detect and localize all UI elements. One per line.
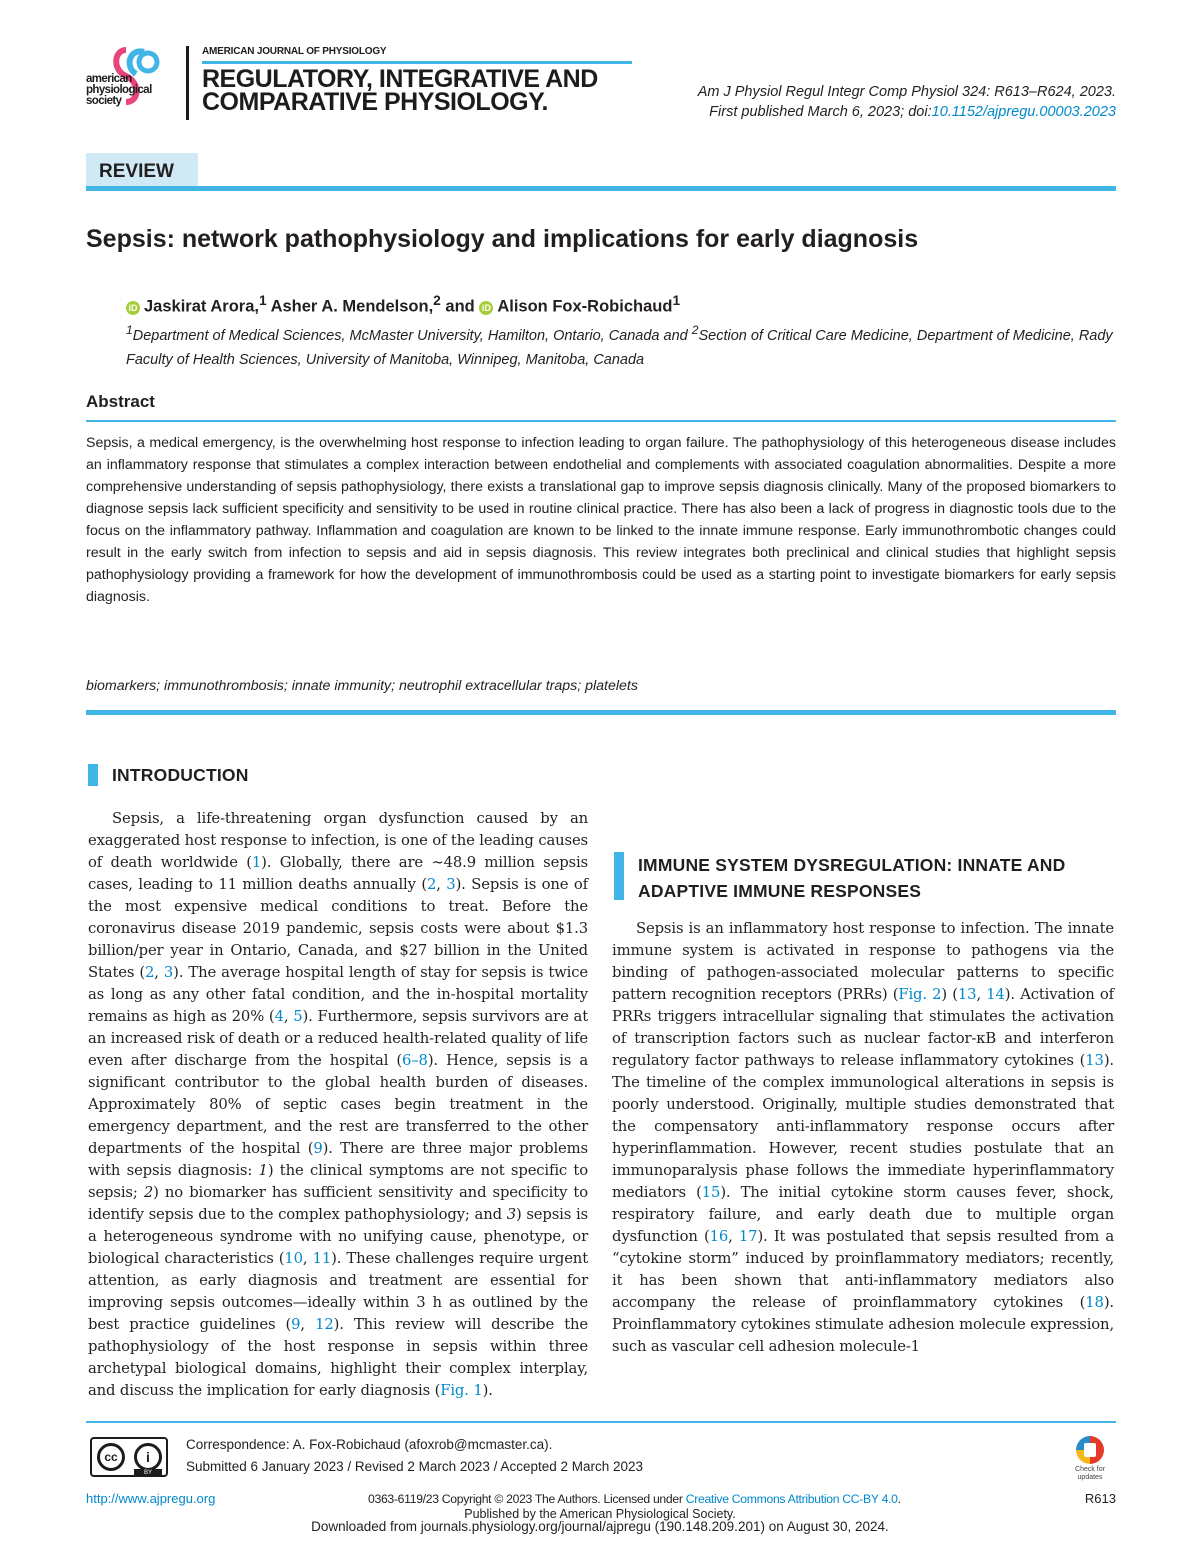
reference-link[interactable]: 3 — [446, 876, 456, 893]
page-number: R613 — [1084, 1491, 1116, 1506]
citation — [698, 82, 1116, 122]
author-list — [126, 290, 680, 318]
author-name: Asher A. Mendelson, — [266, 297, 434, 316]
affiliations — [126, 318, 1116, 372]
immune-body — [612, 918, 1114, 1358]
journal-name: REGULATORY, INTEGRATIVE AND COMPARATIVE PHYSIOLOGY. — [202, 65, 598, 116]
section-marker — [88, 764, 98, 786]
author-name: Alison Fox-Robichaud — [497, 297, 673, 316]
affiliation-text: Section of Critical Care Medicine, Department of Medicine, Rady Faculty of Health Sciences, University of Manitoba, Winnipeg, Manitoba, Canada — [126, 327, 1113, 368]
reference-link[interactable]: 11 — [312, 1250, 332, 1267]
abstract-rule — [86, 420, 1116, 422]
journal-kicker: AMERICAN JOURNAL OF PHYSIOLOGY — [202, 46, 387, 57]
publication-line — [698, 102, 1116, 122]
reference-link[interactable]: 3 — [163, 964, 174, 981]
author-name: Jaskirat Arora, — [144, 297, 259, 316]
paragraph: Sepsis, a life-threatening organ dysfunction caused by an exaggerated host response to infection, is one of the leading causes of death worldwide (1). Globally, there are ∼48.9 million sepsis cases, leading to 11 million deaths annually (2, 3). Sepsis is one of the most expensive medical conditions to treat. Before the coronavirus disease 2019 pandemic, sepsis costs were about $1.3 billion/per year in Ontario, Canada, and $27 billion in the United States (2, 3). The average hospital length of stay for sepsis is twice as long as any other fatal condition, and the in-hospital mortality remains as high as 20% (4, 5). Furthermore, sepsis survivors are at an increased risk of death or a reduced health-related quality of life even after discharge from the hospital (6–8). Hence, sepsis is a significant contributor to the global health burden of diseases. Approximately 80% of septic cases begin treatment in the emergency department, and the rest are transferred to the other departments of the hospital (9). There are three major problems with sepsis diagnosis: 1) the clinical symptoms are not specific to sepsis; 2) no biomarker has sufficient sensitivity and specificity to identify sepsis due to the complex pathophysiology; and 3) sepsis is a heterogeneous syndrome with no unifying cause, phenotype, or biological characteristics (10, 11). These challenges require urgent attention, as early diagnosis and treatment are essential for improving sepsis outcomes—ideally within 3 h as outlined by the best practice guidelines (9, 12). This review will describe the pathophysiology of the host response in sepsis within three archetypal biological domains, highlight their complex interplay, and discuss the implication for early diagnosis (Fig. 1). — [88, 810, 589, 1399]
journal-rule — [202, 61, 632, 64]
abstract-end-rule — [86, 710, 1116, 715]
section-marker — [614, 852, 624, 900]
figure-link[interactable]: Fig. 2 — [898, 986, 942, 1003]
reference-link[interactable]: 13 — [1085, 1052, 1104, 1069]
creative-commons-icon: cc — [97, 1443, 125, 1471]
download-watermark: Downloaded from journals.physiology.org/journal/ajpregu (190.148.209.201) on August 30, 2024. — [311, 1519, 889, 1534]
doi-link[interactable]: 10.1152/ajpregu.00003.2023 — [931, 104, 1116, 120]
affiliation-marker: 1 — [126, 323, 133, 337]
article-type-badge: REVIEW — [86, 153, 198, 189]
abstract-heading: Abstract — [86, 392, 155, 411]
citation-line: Am J Physiol Regul Integr Comp Physiol 324: R613–R624, 2023. — [697, 84, 1116, 100]
affiliation-marker: 1 — [258, 293, 267, 308]
journal-url-link[interactable]: http://www.ajpregu.org — [86, 1491, 216, 1506]
affiliation-marker: 2 — [691, 323, 699, 337]
reference-link[interactable]: 2 — [426, 876, 437, 893]
abstract-text: Sepsis, a medical emergency, is the overwhelming host response to infection leading to organ failure. The pathophysiology of this heterogeneous disease includes an inflammatory response that stimulates a complex interaction between endothelial and complements with associated coagulation abnormalities. Despite a more comprehensive understanding of sepsis pathophysiology, there exists a translational gap to improve sepsis diagnosis clinically. Many of the proposed biomarkers to diagnose sepsis lack sufficient specificity and sensitivity to be used in routine clinical practice. There has also been a lack of progress in diagnostic tools due to the focus on the inflammatory pathway. Inflammation and coagulation are known to be linked to the innate immune response. Early immunothrombotic changes could result in the early switch from infection to sepsis and aid in sepsis diagnosis. This review integrates both preclinical and clinical studies that highlight sepsis pathophysiology providing a framework for how the development of immunothrombosis could be used as a starting point to investigate biomarkers for early sepsis diagnosis. — [86, 435, 1116, 605]
reference-link[interactable]: 2 — [145, 964, 155, 981]
check-updates-icon — [1076, 1436, 1104, 1464]
by-label: BY — [134, 1469, 162, 1477]
paragraph: Sepsis is an inflammatory host response to infection. The innate immune system is activated in response to pathogens via the binding of pathogen-associated molecular patterns to specific pattern recognition receptors (PRRs) (Fig. 2) (13, 14). Activation of PRRs triggers intracellular signaling that stimulates the activation of transcription factors such as nuclear factor-κB and interferon regulatory factor pathways to release inflammatory cytokines (13). The timeline of the complex immunological alterations in sepsis is poorly understood. Originally, multiple studies demonstrated that the compensatory anti-inflammatory response occurs after hyperinflammation. However, recent studies postulate that an immunoparalysis phase follows the immediate hyperinflammatory mediators (15). The initial cytokine storm causes fever, shock, respiratory failure, and early death due to multiple organ dysfunction (16, 17). It was postulated that sepsis resulted from a “cytokine storm” induced by proinflammatory mediators; recently, it has been shown that anti-inflammatory mediators also accompany the release of proinflammatory cytokines (18). Proinflammatory cytokines stimulate adhesion molecule expression, such as vascular cell adhesion molecule-1 — [612, 920, 1114, 1355]
logo-divider — [186, 46, 189, 120]
reference-link[interactable]: 12 — [315, 1316, 334, 1333]
reference-link[interactable]: 17 — [738, 1228, 758, 1245]
attribution-icon: i — [134, 1443, 162, 1471]
society-name: american physiological society — [86, 73, 152, 107]
reference-link[interactable]: 16 — [709, 1228, 729, 1245]
license-link[interactable]: Creative Commons Attribution CC-BY 4.0 — [685, 1492, 898, 1506]
journal-header — [86, 40, 1116, 130]
section-heading-introduction: INTRODUCTION — [112, 765, 249, 785]
reference-link[interactable]: 4 — [274, 1008, 284, 1025]
affiliation-marker: 1 — [672, 293, 681, 308]
reference-link[interactable]: 9 — [313, 1140, 323, 1157]
publisher-line: Published by the American Physiological Society. — [464, 1507, 736, 1521]
article-title: Sepsis: network pathophysiology and implications for early diagnosis — [86, 225, 919, 253]
reference-link[interactable]: 6–8 — [402, 1052, 428, 1069]
reference-link[interactable]: 15 — [701, 1184, 721, 1201]
submission-dates: Submitted 6 January 2023 / Revised 2 March 2023 / Accepted 2 March 2023 — [186, 1459, 644, 1474]
reference-link[interactable]: 5 — [293, 1008, 303, 1025]
affiliation-text: Department of Medical Sciences, McMaster University, Hamilton, Ontario, Canada and — [132, 327, 692, 344]
orcid-icon[interactable]: iD — [479, 301, 493, 315]
reference-link[interactable]: 1 — [251, 854, 262, 871]
figure-link[interactable]: Fig. 1 — [440, 1382, 483, 1399]
published-date: First published March 6, 2023; doi: — [709, 104, 932, 120]
correspondence: Correspondence: A. Fox-Robichaud (afoxrob@mcmaster.ca). — [186, 1437, 553, 1452]
reference-link[interactable]: 10 — [284, 1250, 303, 1267]
check-for-updates-button[interactable] — [1070, 1436, 1110, 1484]
reference-link[interactable]: 9 — [291, 1316, 301, 1333]
introduction-body — [88, 808, 588, 1402]
footer-rule — [86, 1421, 1116, 1423]
section-heading-immune: IMMUNE SYSTEM DYSREGULATION: INNATE AND ADAPTIVE IMMUNE RESPONSES — [638, 855, 1066, 901]
author-connector: and — [440, 297, 480, 316]
copyright-line: 0363-6119/23 Copyright © 2023 The Authors. Licensed under Creative Commons Attribution CC-BY 4.0. — [368, 1492, 901, 1506]
reference-link[interactable]: 18 — [1085, 1294, 1104, 1311]
affiliation-marker: 2 — [433, 293, 441, 308]
header-rule — [86, 186, 1116, 191]
check-updates-label: Check for updates — [1075, 1466, 1105, 1481]
cc-by-license-badge[interactable] — [90, 1437, 168, 1477]
correspondence-block — [186, 1434, 643, 1478]
orcid-icon[interactable]: iD — [126, 301, 140, 315]
reference-link[interactable]: 13 — [957, 986, 977, 1003]
reference-link[interactable]: 14 — [986, 986, 1005, 1003]
keywords: biomarkers; immunothrombosis; innate immunity; neutrophil extracellular traps; platelets — [86, 678, 638, 694]
